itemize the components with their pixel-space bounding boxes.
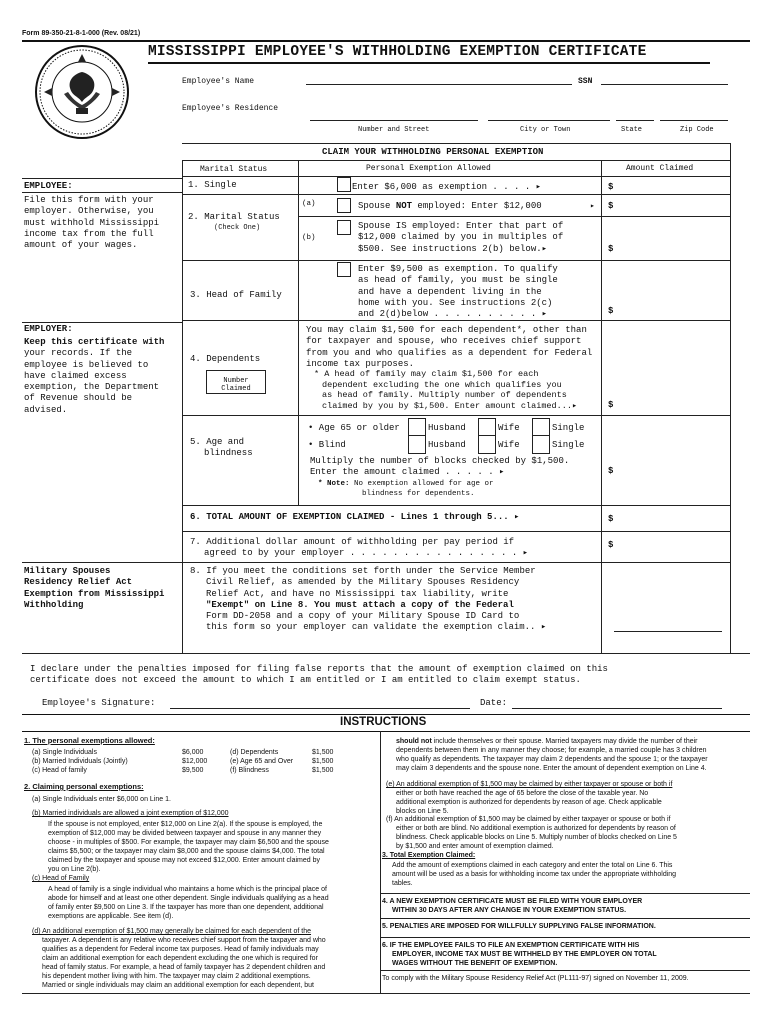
single-checkbox[interactable] [337, 177, 351, 192]
instr-2d-continued: should not include themselves or their spouse. Married taxpayers may divide the number of their dependents between them in any manner they choose; for example, a married couple has 3 children who qualify as dependents. The taxpayer may claim 2 dependents and the spouse 1; or the taxpayer may claim 3 dependents and the spouse none. Enter the amount of dependent exemption on Line 4. [396, 738, 708, 772]
line5-note: * Note: No exemption allowed for age or [318, 480, 494, 488]
instr-3-text: Add the amount of exemptions claimed in each category and enter the total on Line 6. This amount will be used as a basis for withholding income tax under the appropriate withholding tables. [392, 862, 677, 887]
line8-exempt-field[interactable] [614, 631, 722, 632]
spouse-employed-checkbox[interactable] [337, 220, 351, 235]
age65-wife-label: Wife [498, 423, 520, 433]
line3-text: Enter $9,500 as exemption. To qualify as head of family, you must be single and have a dependent living in the home with you. See instructions 2(c) and 2(d)below . . . . . . . . . . ▸ [358, 264, 558, 319]
military-spouse-title: Military Spouses Residency Relief Act Exemption from Mississippi Withholding [24, 566, 165, 610]
employer-section-title: EMPLOYER: [24, 324, 73, 334]
line2a-arrow: ▸ [590, 202, 595, 211]
instr-1-row: (c) Head of family $9,500 (f) Blindness $1,500 [32, 766, 334, 774]
line2-check-one: (Check One) [214, 224, 261, 232]
instr-6-text: 6. IF THE EMPLOYEE FAILS TO FILE AN EXEMPTION CERTIFICATE WITH HIS EMPLOYER, INCOME TAX MUST BE WITHHELD BY THE EMPLOYER ON TOTAL WAGES WITHOUT THE BENEFIT OF EXEMPTION. [382, 942, 657, 968]
instr-2a: (a) Single Individuals enter $6,000 on Line 1. [32, 796, 171, 803]
zip-label: Zip Code [680, 126, 714, 134]
signature-field[interactable] [170, 708, 470, 709]
claim-heading: CLAIM YOUR WITHHOLDING PERSONAL EXEMPTION [322, 147, 544, 157]
form-number: Form 89-350-21-8-1-000 (Rev. 08/21) [22, 30, 141, 37]
line2b-dollar: $ [608, 244, 614, 254]
city-label: City or Town [520, 126, 571, 134]
line1-dollar: $ [608, 182, 614, 192]
line3-label: 3. Head of Family [190, 290, 282, 300]
blind-single-label: Single [552, 440, 585, 450]
date-label: Date: [480, 698, 508, 708]
instr-2-title: 2. Claiming personal exemptions: [24, 782, 144, 791]
line2b-tag: (b) [302, 234, 316, 242]
line8-text: 8. If you meet the conditions set forth under the Service Member Civil Relief, as amended by the Military Spouses Residency Relief Act, and have no Mississippi tax liability, write "Exempt" on Line 8. You must attach a copy of the Federal Form DD-2058 and a copy of your Military Spouse ID Card to this form so your employer can validate the exemption claim.. ▸ [190, 566, 547, 633]
employee-instructions: File this form with your employer. Otherwise, you must withhold Mississippi income tax from the full amount of your wages. [24, 195, 160, 250]
line5-text: Multiply the number of blocks checked by $1,500. Enter the amount claimed . . . . . ▸ [310, 456, 570, 478]
city-field[interactable] [488, 120, 610, 121]
line2b-text: Spouse IS employed: Enter that part of $12,000 claimed by you in multiples of $500. See instructions 2(b) below.▸ [358, 221, 564, 254]
instr-4-text: 4. A NEW EXEMPTION CERTIFICATE MUST BE FILED WITH YOUR EMPLOYER WITHIN 30 DAYS AFTER ANY CHANGE IN YOUR EXEMPTION STATUS. [382, 898, 643, 915]
line4-dollar: $ [608, 400, 614, 410]
instr-3-title: 3. Total Exemption Claimed: [382, 852, 476, 859]
employee-name-field[interactable] [306, 84, 572, 85]
employee-section-title: EMPLOYEE: [24, 181, 73, 191]
employee-name-label: Employee's Name [182, 77, 255, 86]
blind-wife-label: Wife [498, 440, 520, 450]
age65-husband-label: Husband [428, 423, 466, 433]
age65-label: • Age 65 or older [308, 423, 400, 433]
comply-text: To comply with the Military Spouse Residency Relief Act (PL111-97) signed on November 11, 2009. [382, 975, 689, 982]
marital-status-header: Marital Status [200, 165, 268, 174]
instr-1-table [32, 749, 333, 775]
line4-label: 4. Dependents [190, 354, 261, 364]
instr-1-title: 1. The personal exemptions allowed: [24, 736, 155, 745]
line2-label: 2. Marital Status [188, 212, 280, 222]
line5-dollar: $ [608, 466, 614, 476]
instr-2b-text: If the spouse is not employed, enter $12,000 on Line 2(a). If the spouse is employed, the exemption of $12,000 may be divided between taxpayer and spouse in any manner they choose - in multiples of $500. For example, the taxpayer may claim $6,500 and the spouse claims $5,500; or the taxpayer may claim $8,000 and the spouse claims $4,000. The total claimed by the taxpayer and spouse may not exceed $12,000. Enter amount claimed by you on Line 2(b). [48, 821, 329, 873]
instr-2c-title: (c) Head of Family [32, 875, 90, 882]
date-field[interactable] [512, 708, 722, 709]
line7-dollar: $ [608, 540, 614, 550]
instr-2c-text: A head of family is a single individual who maintains a home which is the principal place of abode for himself and at least one other dependent. Single individuals qualifying as a head of family enter $9,500 on Line 3. If the taxpayer has more than one dependent, additional exemptions are applicable. See item (d). [48, 886, 329, 920]
line2a-dollar: $ [608, 201, 614, 211]
line3-dollar: $ [608, 306, 614, 316]
ssn-label: SSN [578, 77, 593, 86]
instr-5-text: 5. PENALTIES ARE IMPOSED FOR WILLFULLY SUPPLYING FALSE INFORMATION. [382, 923, 656, 930]
instr-2f-text: (f) An additional exemption of $1,500 may be claimed by either taxpayer or spouse or both if either or both are blind. No additional exemption is authorized for dependents by reason of blindness. Check applicable blocks on Line 5. Multiply number of blocks checked on Line 5 by $1,500 and enter amount of exemption claimed. [386, 816, 677, 850]
line2a-tag: (a) [302, 200, 316, 208]
line5-label: 5. Age and blindness [190, 437, 253, 459]
blind-label: • Blind [308, 440, 346, 450]
instructions-heading: INSTRUCTIONS [340, 716, 427, 728]
line1-label: 1. Single [188, 180, 237, 190]
line6-text: 6. TOTAL AMOUNT OF EXEMPTION CLAIMED - Lines 1 through 5... ▸ [190, 512, 520, 522]
signature-label: Employee's Signature: [42, 698, 156, 708]
department-seal [34, 44, 130, 140]
line6-dollar: $ [608, 514, 614, 524]
personal-exemption-header: Personal Exemption Allowed [366, 164, 491, 173]
head-of-family-checkbox[interactable] [337, 262, 351, 277]
street-field[interactable] [310, 120, 478, 121]
blind-husband-checkbox[interactable] [408, 435, 426, 454]
line7-text: 7. Additional dollar amount of withholding per pay period if agreed to by your employer . . . . . . . . . . . . . . . . ▸ [190, 537, 529, 559]
line4-text: You may claim $1,500 for each dependent*, other than for taxpayer and spouse, who receives chief support from you and who qualifies as a dependent for Federal income tax purposes. [306, 325, 593, 369]
line4-note: * A head of family may claim $1,500 for each dependent excluding the one which qualifies you as head of family. Multiply number of dependents claimed by you by $1,500. Enter amount claimed...▸ [314, 369, 578, 411]
dependents-number-box[interactable] [206, 370, 266, 394]
number-claimed-label: Number Claimed [221, 377, 251, 393]
employee-residence-label: Employee's Residence [182, 104, 279, 113]
state-field[interactable] [616, 120, 654, 121]
street-label: Number and Street [358, 126, 430, 134]
zip-field[interactable] [660, 120, 728, 121]
instr-1-row: (a) Single Individuals $6,000 (d) Dependents $1,500 [32, 749, 334, 756]
form-title: MISSISSIPPI EMPLOYEE'S WITHHOLDING EXEMPTION CERTIFICATE [148, 44, 647, 60]
instr-2b-title: (b) Married individuals are allowed a joint exemption of $12,000 [32, 810, 229, 817]
spouse-not-employed-checkbox[interactable] [337, 198, 351, 213]
instr-2d-text: (d) An additional exemption of $1,500 may generally be claimed for each dependent of the taxpayer. A dependent is any relative who receives chief support from the taxpayer and who qualifies as a dependent for Federal income tax purposes. Head of family individuals may claim an additional exemption for each dependent excluding the one which is required for head of family status. For example, a head of family taxpayer has 2 dependent children and his dependent mother living with him. The taxpayer may claim 2 additional exemptions. Married or single individuals may claim an additional exemption for each dependent, but [32, 928, 326, 989]
line2a-text: Spouse NOT employed: Enter $12,000 [358, 201, 542, 211]
line1-text: Enter $6,000 as exemption . . . . ▸ [352, 182, 542, 192]
instr-1-row: (b) Married Individuals (Jointly) $12,000 (e) Age 65 and Over $1,500 [32, 757, 334, 765]
blind-wife-checkbox[interactable] [478, 435, 496, 454]
age65-single-label: Single [552, 423, 585, 433]
amount-claimed-header: Amount Claimed [626, 164, 694, 173]
ssn-field[interactable] [601, 84, 728, 85]
line5-note-2: blindness for dependents. [362, 490, 475, 498]
state-label: State [621, 126, 643, 134]
instr-2e-text: (e) An additional exemption of $1,500 may be claimed by either taxpayer or spouse or both if either or both have reached the age of 65 before the close of the taxable year. No additional exemption is authorized for dependents by reason of age. Check applicable blocks on Line 5. [386, 781, 673, 815]
employer-instructions: Keep this certificate with your records. If the employee is believed to have claimed excess exemption, the Department of Revenue should be advised. [24, 337, 165, 415]
blind-husband-label: Husband [428, 440, 466, 450]
blind-single-checkbox[interactable] [532, 435, 550, 454]
declaration: I declare under the penalties imposed for filing false reports that the amount of exemption claimed on this certificate does not exceed the amount to which I am entitled or I am entitled to claim exempt status. [30, 664, 608, 686]
